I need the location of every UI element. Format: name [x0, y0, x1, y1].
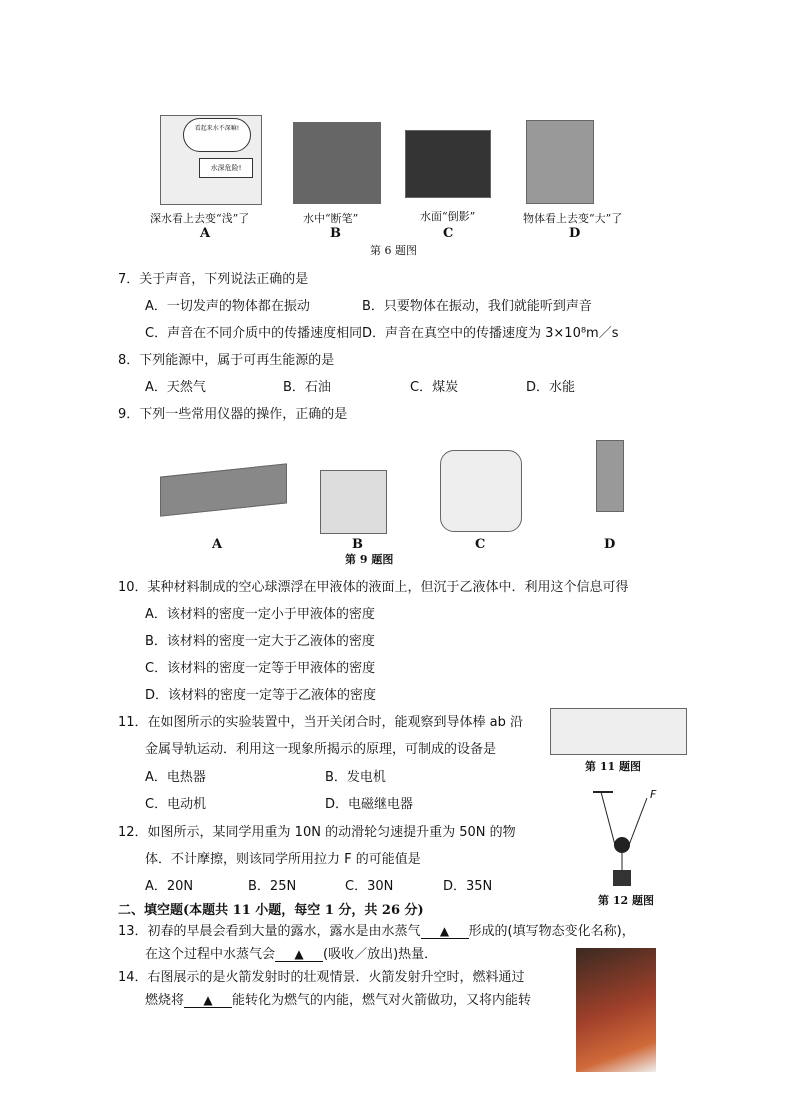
q8-option-c: C．煤炭 — [410, 380, 459, 395]
answer-blank[interactable]: ▲ — [275, 947, 323, 962]
fig9-beaker — [320, 470, 387, 534]
fig6-letter-a: A — [200, 226, 211, 241]
fig6-letter-d: D — [569, 226, 581, 241]
fig6-title: 第 6 题图 — [370, 244, 417, 257]
q11-option-b: B．发电机 — [325, 770, 386, 785]
thought-bubble: 看起来水不深嘛! — [183, 118, 251, 152]
fig9-spring-scale — [596, 440, 624, 512]
fig9-ruler — [160, 463, 287, 516]
q11-option-c: C．电动机 — [145, 797, 207, 812]
fig9-title: 第 9 题图 — [345, 553, 394, 566]
q7-option-d: D．声音在真空中的传播速度为 3×10⁸m／s — [362, 326, 619, 341]
fig6-letter-b: B — [330, 226, 341, 241]
q13-text: (吸收／放出)热量． — [323, 947, 438, 962]
q14-line2 — [145, 989, 531, 1008]
q11-option-a: A．电热器 — [145, 770, 206, 785]
q7-option-b: B．只要物体在振动，我们就能听到声音 — [362, 299, 592, 314]
q13-line1 — [118, 920, 635, 939]
q8-option-d: D．水能 — [526, 380, 576, 395]
fig11-title: 第 11 题图 — [585, 760, 641, 773]
q7-option-a: A．一切发声的物体都在振动 — [145, 299, 310, 314]
q8-option-b: B．石油 — [283, 380, 331, 395]
section2-heading: 二、填空题(本题共 11 小题，每空 1 分，共 26 分) — [118, 903, 424, 918]
fig6-image-b — [293, 122, 381, 204]
q13-line2 — [145, 943, 437, 962]
fig6-image-a — [160, 115, 262, 205]
answer-blank[interactable]: ▲ — [184, 993, 232, 1008]
q10-stem: 10．某种材料制成的空心球漂浮在甲液体的液面上，但沉于乙液体中．利用这个信息可得 — [118, 580, 629, 595]
q12-option-c: C．30N — [345, 879, 394, 894]
fig9-letter-c: C — [475, 537, 486, 552]
q11-stem-line1: 11．在如图所示的实验装置中，当开关闭合时，能观察到导体棒 ab 沿 — [118, 715, 524, 730]
q13-text: 在这个过程中水蒸气会 — [145, 947, 276, 962]
warning-sign: 水深危险! — [199, 158, 253, 178]
fig6-image-c — [405, 130, 491, 198]
q8-stem: 8．下列能源中，属于可再生能源的是 — [118, 353, 335, 368]
q7-option-c: C．声音在不同介质中的传播速度相同 — [145, 326, 363, 341]
fig12-force-label: F — [650, 788, 657, 801]
q12-option-d: D．35N — [443, 879, 493, 894]
q11-option-d: D．电磁继电器 — [325, 797, 414, 812]
fig12-pulley — [585, 790, 665, 890]
rocket-launch-photo — [576, 948, 656, 1072]
q14-text: 燃烧将 — [145, 993, 185, 1008]
fig6-caption-a: 深水看上去变“浅”了 — [150, 212, 250, 225]
q10-option-a: A．该材料的密度一定小于甲液体的密度 — [145, 607, 375, 622]
fig9-letter-b: B — [352, 537, 363, 552]
fig9-letter-d: D — [604, 537, 616, 552]
q10-option-d: D．该材料的密度一定等于乙液体的密度 — [145, 688, 377, 703]
q12-option-b: B．25N — [248, 879, 297, 894]
q12-stem-line1: 12．如图所示，某同学用重为 10N 的动滑轮匀速提升重为 50N 的物 — [118, 825, 516, 840]
fig6-caption-d: 物体看上去变“大”了 — [523, 212, 623, 225]
q12-option-a: A．20N — [145, 879, 194, 894]
q8-option-a: A．天然气 — [145, 380, 206, 395]
q7-stem: 7．关于声音，下列说法正确的是 — [118, 272, 309, 287]
fig9-circuit — [440, 450, 522, 532]
fig11-apparatus — [550, 708, 687, 755]
q10-option-c: C．该材料的密度一定等于甲液体的密度 — [145, 661, 376, 676]
q13-text: 13．初春的早晨会看到大量的露水，露水是由水蒸气 — [118, 924, 421, 939]
fig6-caption-c: 水面“倒影” — [420, 210, 476, 223]
fig9-letter-a: A — [212, 537, 223, 552]
q11-stem-line2: 金属导轨运动．利用这一现象所揭示的原理，可制成的设备是 — [145, 742, 497, 757]
q13-text: 形成的(填写物态变化名称)， — [468, 924, 635, 939]
answer-blank[interactable]: ▲ — [421, 924, 469, 939]
q10-option-b: B．该材料的密度一定大于乙液体的密度 — [145, 634, 375, 649]
q14-line1: 14．右图展示的是火箭发射时的壮观情景．火箭发射升空时，燃料通过 — [118, 970, 525, 985]
fig6-caption-b: 水中“断笔” — [303, 212, 359, 225]
fig6-image-d — [526, 120, 594, 204]
q9-stem: 9．下列一些常用仪器的操作，正确的是 — [118, 407, 348, 422]
fig6-letter-c: C — [443, 226, 454, 241]
q14-text: 能转化为燃气的内能，燃气对火箭做功，又将内能转 — [232, 993, 532, 1008]
q12-stem-line2: 体．不计摩擦，则该同学所用拉力 F 的可能值是 — [145, 852, 421, 867]
fig12-title: 第 12 题图 — [598, 894, 654, 907]
